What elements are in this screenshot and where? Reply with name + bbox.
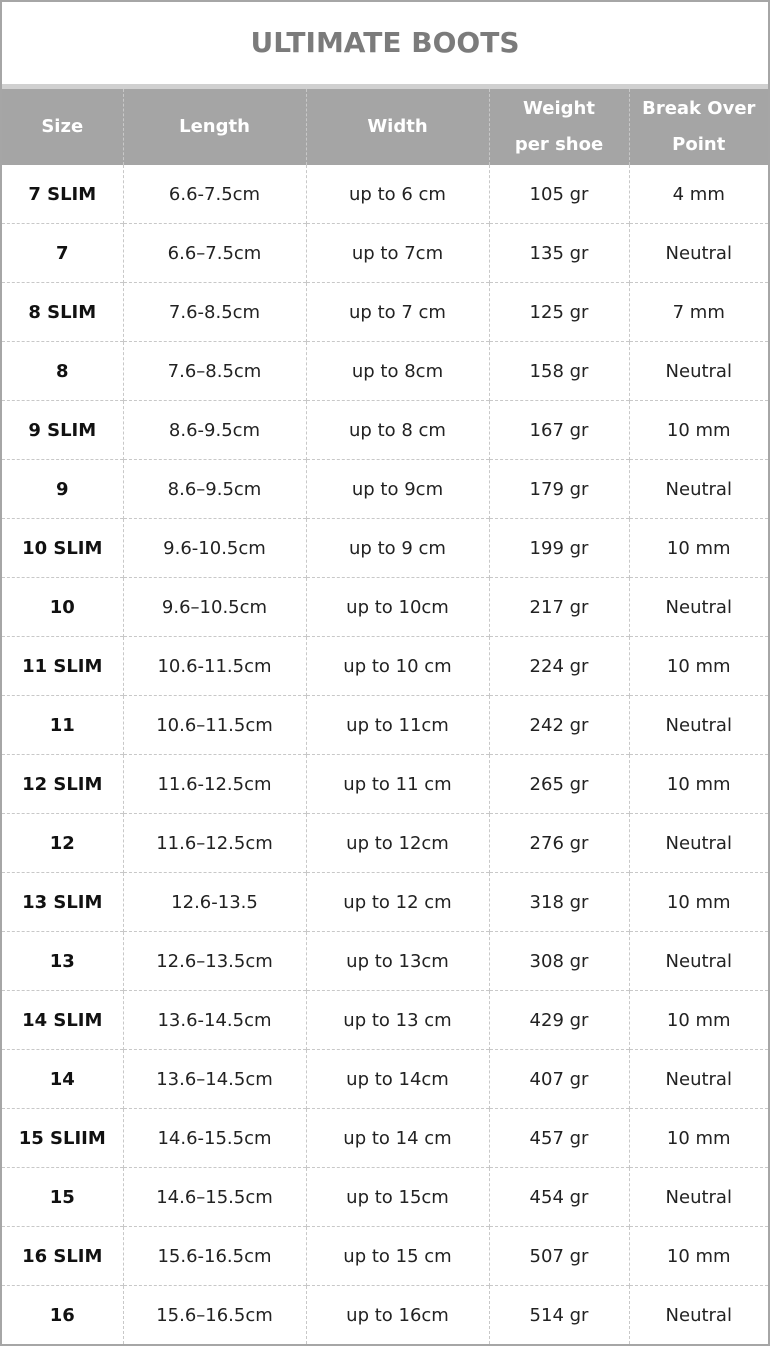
- cell-length: 7.6-8.5cm: [123, 283, 306, 342]
- table-row: [2, 224, 768, 283]
- table-row: [2, 814, 768, 873]
- table-row: [2, 578, 768, 637]
- table-row: [2, 873, 768, 932]
- chart-title: ULTIMATE BOOTS: [250, 26, 520, 59]
- cell-weight: 429 gr: [489, 991, 629, 1050]
- cell-break-over-point: Neutral: [629, 460, 768, 519]
- table-row: [2, 283, 768, 342]
- cell-break-over-point: Neutral: [629, 932, 768, 991]
- cell-break-over-point: Neutral: [629, 1050, 768, 1109]
- size-table: [2, 89, 768, 1344]
- table-row: [2, 1109, 768, 1168]
- cell-width: up to 10cm: [306, 578, 489, 637]
- cell-width: up to 9 cm: [306, 519, 489, 578]
- cell-weight: 167 gr: [489, 401, 629, 460]
- cell-width: up to 10 cm: [306, 637, 489, 696]
- cell-width: up to 7 cm: [306, 283, 489, 342]
- cell-weight: 224 gr: [489, 637, 629, 696]
- cell-break-over-point: 10 mm: [629, 991, 768, 1050]
- cell-length: 8.6-9.5cm: [123, 401, 306, 460]
- cell-weight: 199 gr: [489, 519, 629, 578]
- cell-length: 15.6-16.5cm: [123, 1227, 306, 1286]
- cell-break-over-point: 4 mm: [629, 165, 768, 224]
- cell-weight: 135 gr: [489, 224, 629, 283]
- cell-width: up to 15cm: [306, 1168, 489, 1227]
- table-row: [2, 991, 768, 1050]
- cell-size: 16 SLIM: [2, 1227, 123, 1286]
- cell-size: 14: [2, 1050, 123, 1109]
- cell-width: up to 11cm: [306, 696, 489, 755]
- cell-width: up to 13 cm: [306, 991, 489, 1050]
- table-row: [2, 460, 768, 519]
- table-row: [2, 519, 768, 578]
- table-body: [2, 165, 768, 1344]
- cell-break-over-point: Neutral: [629, 814, 768, 873]
- table-header: [2, 89, 768, 165]
- cell-length: 15.6–16.5cm: [123, 1286, 306, 1345]
- cell-size: 12: [2, 814, 123, 873]
- cell-size: 8: [2, 342, 123, 401]
- table-row: [2, 755, 768, 814]
- cell-break-over-point: Neutral: [629, 342, 768, 401]
- cell-break-over-point: 10 mm: [629, 401, 768, 460]
- cell-width: up to 15 cm: [306, 1227, 489, 1286]
- cell-weight: 105 gr: [489, 165, 629, 224]
- cell-break-over-point: 10 mm: [629, 755, 768, 814]
- header-break-line1: Break Over: [642, 98, 756, 119]
- cell-weight: 158 gr: [489, 342, 629, 401]
- cell-size: 7: [2, 224, 123, 283]
- cell-weight: 242 gr: [489, 696, 629, 755]
- cell-size: 12 SLIM: [2, 755, 123, 814]
- cell-weight: 407 gr: [489, 1050, 629, 1109]
- cell-size: 11: [2, 696, 123, 755]
- cell-width: up to 7cm: [306, 224, 489, 283]
- cell-weight: 276 gr: [489, 814, 629, 873]
- cell-length: 9.6–10.5cm: [123, 578, 306, 637]
- table-row: [2, 401, 768, 460]
- cell-length: 6.6-7.5cm: [123, 165, 306, 224]
- cell-weight: 125 gr: [489, 283, 629, 342]
- cell-size: 15: [2, 1168, 123, 1227]
- cell-length: 12.6–13.5cm: [123, 932, 306, 991]
- cell-break-over-point: 10 mm: [629, 1227, 768, 1286]
- cell-length: 6.6–7.5cm: [123, 224, 306, 283]
- cell-length: 8.6–9.5cm: [123, 460, 306, 519]
- cell-length: 9.6-10.5cm: [123, 519, 306, 578]
- cell-width: up to 8 cm: [306, 401, 489, 460]
- cell-weight: 318 gr: [489, 873, 629, 932]
- cell-size: 14 SLIM: [2, 991, 123, 1050]
- table-row: [2, 342, 768, 401]
- cell-length: 10.6–11.5cm: [123, 696, 306, 755]
- cell-break-over-point: Neutral: [629, 578, 768, 637]
- cell-width: up to 16cm: [306, 1286, 489, 1345]
- cell-size: 13 SLIM: [2, 873, 123, 932]
- cell-weight: 308 gr: [489, 932, 629, 991]
- header-size: Size: [2, 89, 123, 165]
- header-width: Width: [306, 89, 489, 165]
- cell-weight: 265 gr: [489, 755, 629, 814]
- cell-length: 13.6–14.5cm: [123, 1050, 306, 1109]
- header-weight-line2: per shoe: [514, 134, 604, 155]
- table-row: [2, 1286, 768, 1345]
- cell-length: 12.6-13.5: [123, 873, 306, 932]
- table-row: [2, 637, 768, 696]
- cell-break-over-point: 10 mm: [629, 1109, 768, 1168]
- header-break-over-point: [629, 89, 768, 165]
- cell-weight: 217 gr: [489, 578, 629, 637]
- cell-length: 11.6–12.5cm: [123, 814, 306, 873]
- cell-length: 7.6–8.5cm: [123, 342, 306, 401]
- cell-size: 11 SLIM: [2, 637, 123, 696]
- cell-width: up to 14 cm: [306, 1109, 489, 1168]
- cell-length: 14.6-15.5cm: [123, 1109, 306, 1168]
- cell-length: 10.6-11.5cm: [123, 637, 306, 696]
- cell-size: 9 SLIM: [2, 401, 123, 460]
- header-break-line2: Point: [672, 134, 726, 155]
- cell-length: 14.6–15.5cm: [123, 1168, 306, 1227]
- cell-weight: 454 gr: [489, 1168, 629, 1227]
- cell-weight: 179 gr: [489, 460, 629, 519]
- cell-break-over-point: 10 mm: [629, 637, 768, 696]
- cell-break-over-point: 10 mm: [629, 873, 768, 932]
- cell-size: 10: [2, 578, 123, 637]
- cell-width: up to 14cm: [306, 1050, 489, 1109]
- cell-width: up to 8cm: [306, 342, 489, 401]
- cell-size: 15 SLIIM: [2, 1109, 123, 1168]
- cell-size: 10 SLIM: [2, 519, 123, 578]
- cell-weight: 507 gr: [489, 1227, 629, 1286]
- cell-size: 8 SLIM: [2, 283, 123, 342]
- cell-size: 7 SLIM: [28, 183, 97, 205]
- cell-size: 13: [2, 932, 123, 991]
- cell-weight: 457 gr: [489, 1109, 629, 1168]
- header-row: [2, 89, 768, 165]
- table-row: [2, 1050, 768, 1109]
- table-row: [2, 165, 768, 224]
- cell-weight: 514 gr: [489, 1286, 629, 1345]
- cell-break-over-point: Neutral: [629, 1286, 768, 1345]
- cell-width: up to 6 cm: [306, 165, 489, 224]
- cell-width: up to 12 cm: [306, 873, 489, 932]
- cell-width: up to 12cm: [306, 814, 489, 873]
- table-row: [2, 1227, 768, 1286]
- cell-break-over-point: Neutral: [629, 224, 768, 283]
- cell-size: 9: [2, 460, 123, 519]
- cell-break-over-point: Neutral: [629, 1168, 768, 1227]
- cell-width: up to 9cm: [306, 460, 489, 519]
- cell-break-over-point: Neutral: [629, 696, 768, 755]
- cell-break-over-point: 7 mm: [629, 283, 768, 342]
- table-row: [2, 932, 768, 991]
- cell-size: 16: [2, 1286, 123, 1345]
- header-length: Length: [123, 89, 306, 165]
- cell-width: up to 11 cm: [306, 755, 489, 814]
- cell-length: 13.6-14.5cm: [123, 991, 306, 1050]
- header-weight: [489, 89, 629, 165]
- header-weight-line1: Weight: [523, 98, 595, 119]
- cell-length: 11.6-12.5cm: [123, 755, 306, 814]
- cell-width: up to 13cm: [306, 932, 489, 991]
- cell-break-over-point: 10 mm: [629, 519, 768, 578]
- table-row: [2, 696, 768, 755]
- table-row: [2, 1168, 768, 1227]
